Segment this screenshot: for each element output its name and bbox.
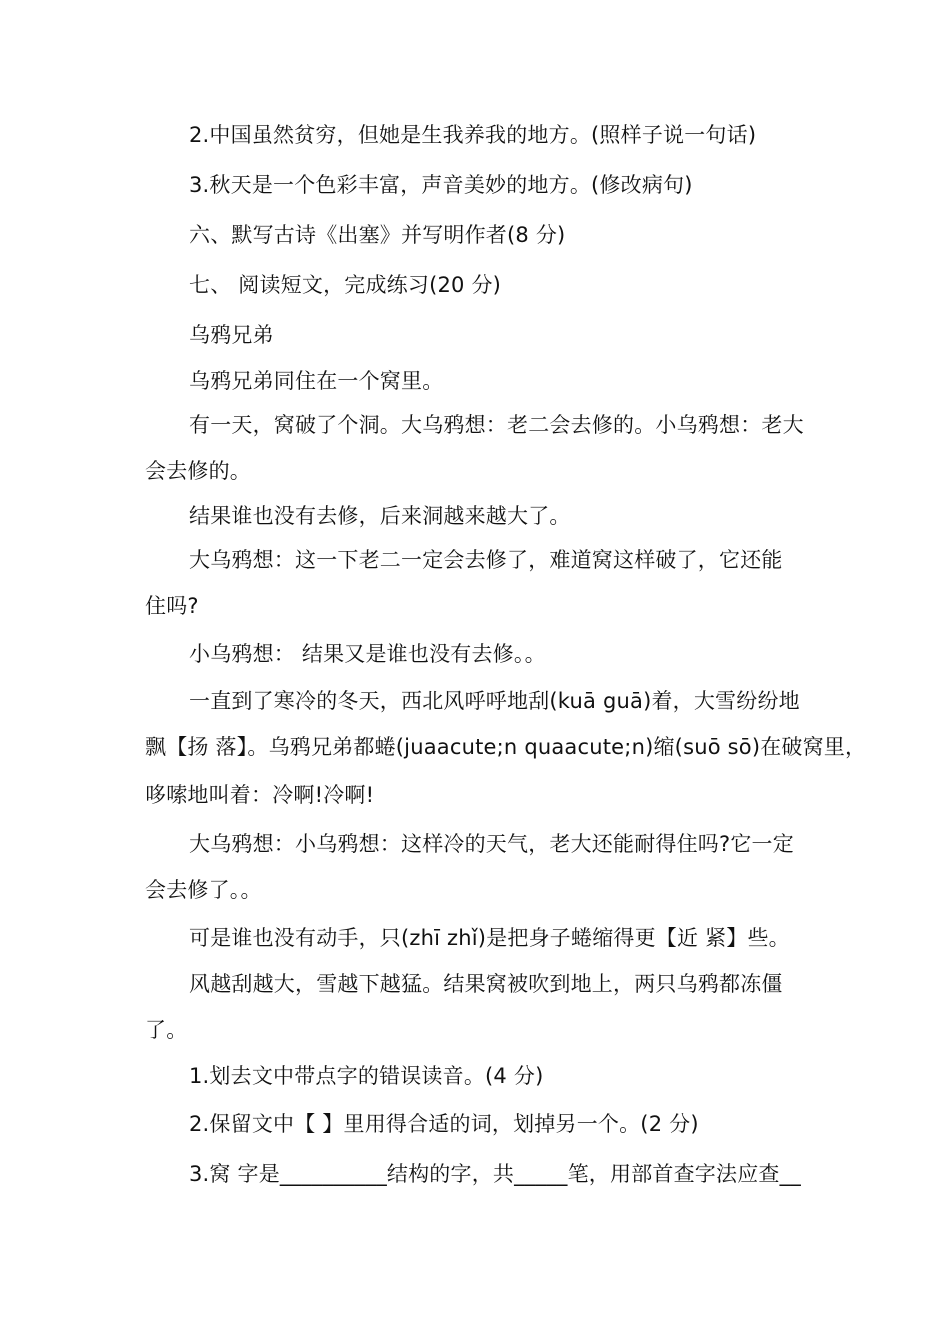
question-line-3-fix-sentence: 3.秋天是一个色彩丰富，声音美妙的地方。(修改病句) (189, 173, 693, 197)
passage-paragraph-6-line-1: 一直到了寒冷的冬天，西北风呼呼地刮(kuā guā)着，大雪纷纷地 (189, 689, 800, 713)
passage-paragraph-6-line-2: 飘【扬 落】。乌鸦兄弟都蜷(juaacute;n quaacute;n)缩(suō sō)在破窝里， (145, 735, 867, 759)
passage-paragraph-2-line-2: 会去修的。 (145, 459, 251, 483)
passage-paragraph-7-line-2: 会去修了。。 (145, 878, 262, 902)
exercise-2: 2.保留文中【 】里用得合适的词，划掉另一个。(2 分) (189, 1112, 699, 1136)
passage-paragraph-5: 小乌鸦想： 结果又是谁也没有去修。。 (189, 642, 546, 666)
exercise-1: 1.划去文中带点字的错误读音。(4 分) (189, 1064, 544, 1088)
passage-paragraph-9-line-1: 风越刮越大，雪越下越猛。结果窝被吹到地上，两只乌鸦都冻僵 (189, 972, 783, 996)
section-six-heading: 六、默写古诗《出塞》并写明作者(8 分) (189, 223, 566, 247)
passage-paragraph-1: 乌鸦兄弟同住在一个窝里。 (189, 369, 444, 393)
passage-title: 乌鸦兄弟 (189, 323, 274, 347)
section-seven-heading: 七、 阅读短文，完成练习(20 分) (189, 273, 502, 297)
question-line-2-example-sentence: 2.中国虽然贫穷，但她是生我养我的地方。(照样子说一句话) (189, 123, 757, 147)
passage-paragraph-4-line-2: 住吗? (145, 594, 199, 618)
passage-paragraph-8: 可是谁也没有动手，只(zhī zhǐ)是把身子蜷缩得更【近 紧】些。 (189, 926, 790, 950)
passage-paragraph-7-line-1: 大乌鸦想：小乌鸦想：这样冷的天气，老大还能耐得住吗?它一定 (189, 832, 794, 856)
exercise-3: 3.窝 字是__________结构的字，共_____笔，用部首查字法应查__ (189, 1162, 802, 1186)
passage-paragraph-9-line-2: 了。 (145, 1018, 188, 1042)
passage-paragraph-6-line-3: 哆嗦地叫着：冷啊!冷啊! (145, 783, 375, 807)
passage-paragraph-2-line-1: 有一天，窝破了个洞。大乌鸦想：老二会去修的。小乌鸦想：老大 (189, 413, 804, 437)
passage-paragraph-4-line-1: 大乌鸦想：这一下老二一定会去修了，难道窝这样破了，它还能 (189, 548, 783, 572)
passage-paragraph-3: 结果谁也没有去修，后来洞越来越大了。 (189, 504, 571, 528)
